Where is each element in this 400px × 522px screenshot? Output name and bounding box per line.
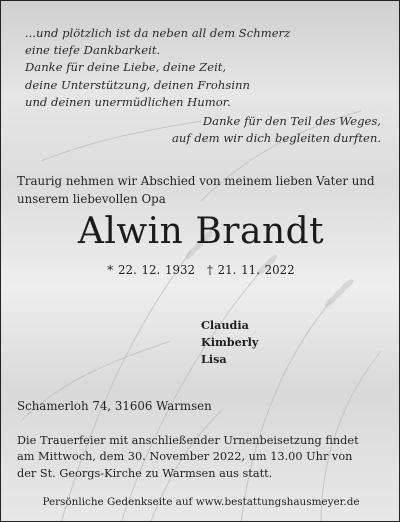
notice-line: am Mittwoch, dem 30. November 2022, um 13.00 Uhr von: [17, 450, 353, 464]
poem-line: Danke für deine Liebe, deine Zeit,: [25, 60, 227, 75]
memorial-page-footer: Persönliche Gedenkseite auf www.bestattungshausmeyer.de: [42, 496, 360, 508]
obituary-content: [1, 1, 400, 522]
poem-closing-line: Danke für den Teil des Weges,: [202, 114, 381, 128]
poem-closing-block: [172, 113, 381, 147]
poem-closing-line: auf dem wir dich begleiten durften.: [172, 131, 381, 146]
survivor-name: Lisa: [201, 352, 227, 366]
notice-line: der St. Georgs-Kirche zu Warmsen aus statt.: [17, 466, 273, 480]
death-date: † 21. 11. 2022: [207, 263, 295, 277]
birth-date: * 22. 12. 1932: [107, 263, 195, 277]
poem-line: deine Unterstützung, deinen Frohsinn: [25, 77, 250, 92]
poem-line: und deinen unermüdlichen Humor.: [25, 94, 231, 109]
intro-text: Traurig nehmen wir Abschied von meinem lieben Vater und unserem liebevollen Opa: [17, 174, 375, 206]
address: Schamerloh 74, 31606 Warmsen: [17, 399, 212, 413]
notice-line: Die Trauerfeier mit anschließender Urnenbeisetzung findet: [17, 434, 359, 447]
poem-line: ...und plötzlich ist da neben all dem Schmerz: [25, 26, 291, 40]
survivors-list: [201, 317, 258, 368]
poem-line: eine tiefe Dankbarkeit.: [25, 43, 161, 58]
deceased-name: Alwin Brandt: [77, 211, 325, 252]
poem-block: [25, 25, 385, 111]
survivor-name: Claudia: [201, 318, 249, 332]
funeral-notice: [17, 433, 385, 482]
life-dates: [1, 263, 400, 277]
survivor-name: Kimberly: [201, 335, 259, 349]
